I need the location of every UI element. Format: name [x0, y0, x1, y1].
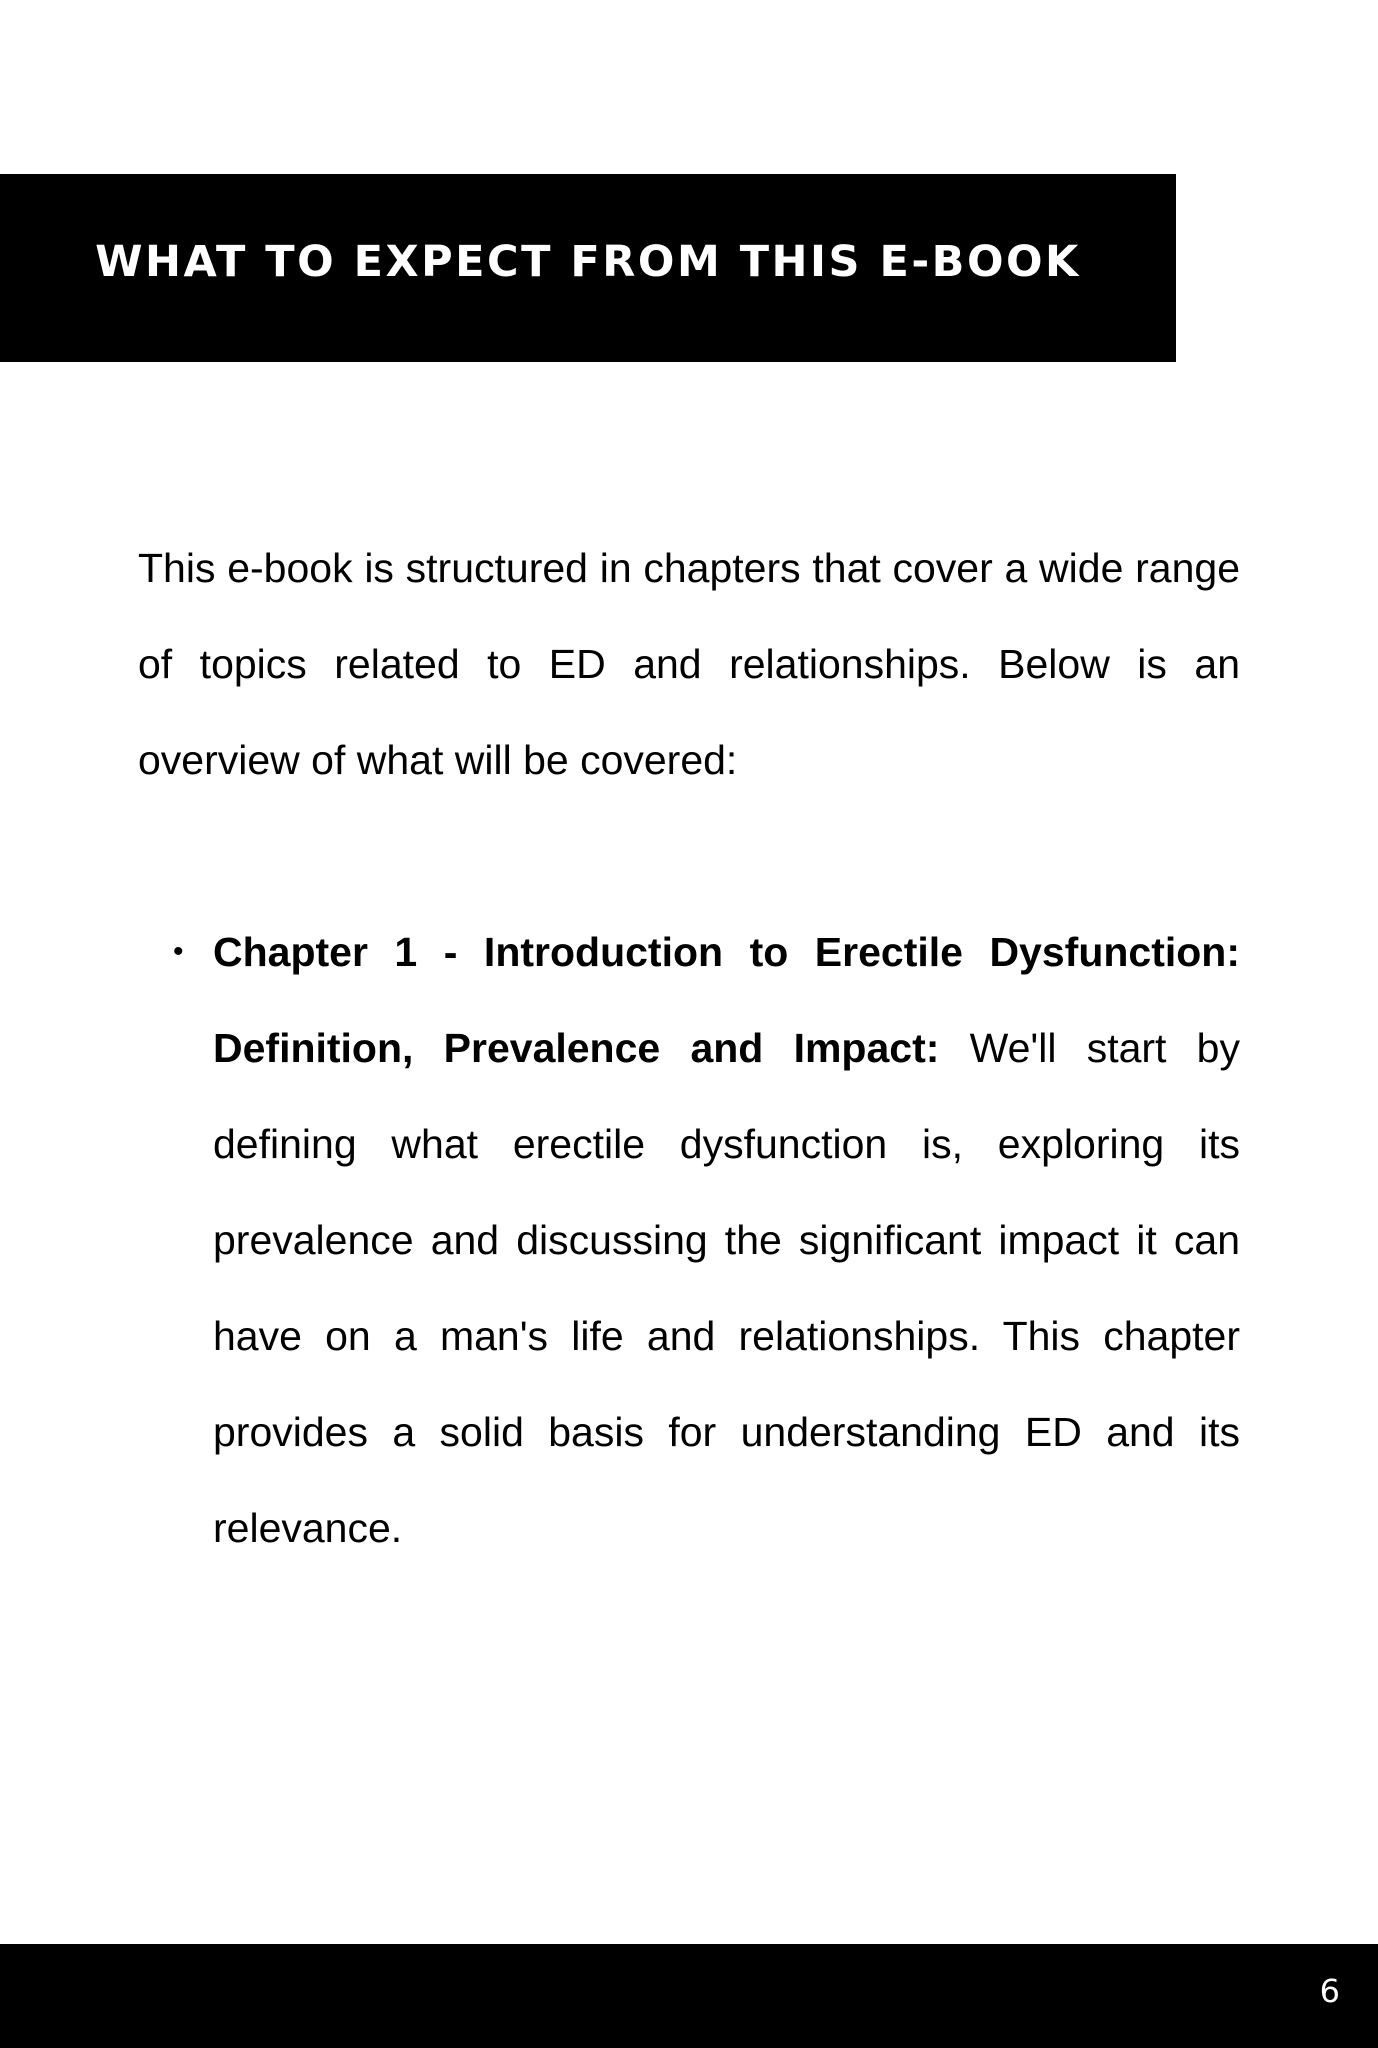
page-title: WHAT TO EXPECT FROM THIS E-BOOK [95, 237, 1081, 287]
page-number: 6 [1319, 1972, 1340, 2010]
footer-bar [0, 1944, 1378, 2048]
chapter-description: We'll start by defining what erectile dysfunction is, exploring its prevalence and discussing the significant impact it can have on a man's life and relationships. This chapter provides a solid basis for understanding ED and its relevance. [213, 1025, 1240, 1551]
chapter-list [173, 904, 1240, 1576]
intro-paragraph: This e-book is structured in chapters that cover a wide range of topics related to ED and relationships. Below is an overview of what will be covered: [138, 545, 1240, 783]
list-item [173, 904, 1240, 1576]
chapter-title: Chapter 1 - Introduction to Erectile Dysfunction: Definition, Prevalence and Impact: [213, 929, 1240, 1071]
header-banner [0, 174, 1176, 362]
bullet-icon: • [173, 935, 184, 968]
